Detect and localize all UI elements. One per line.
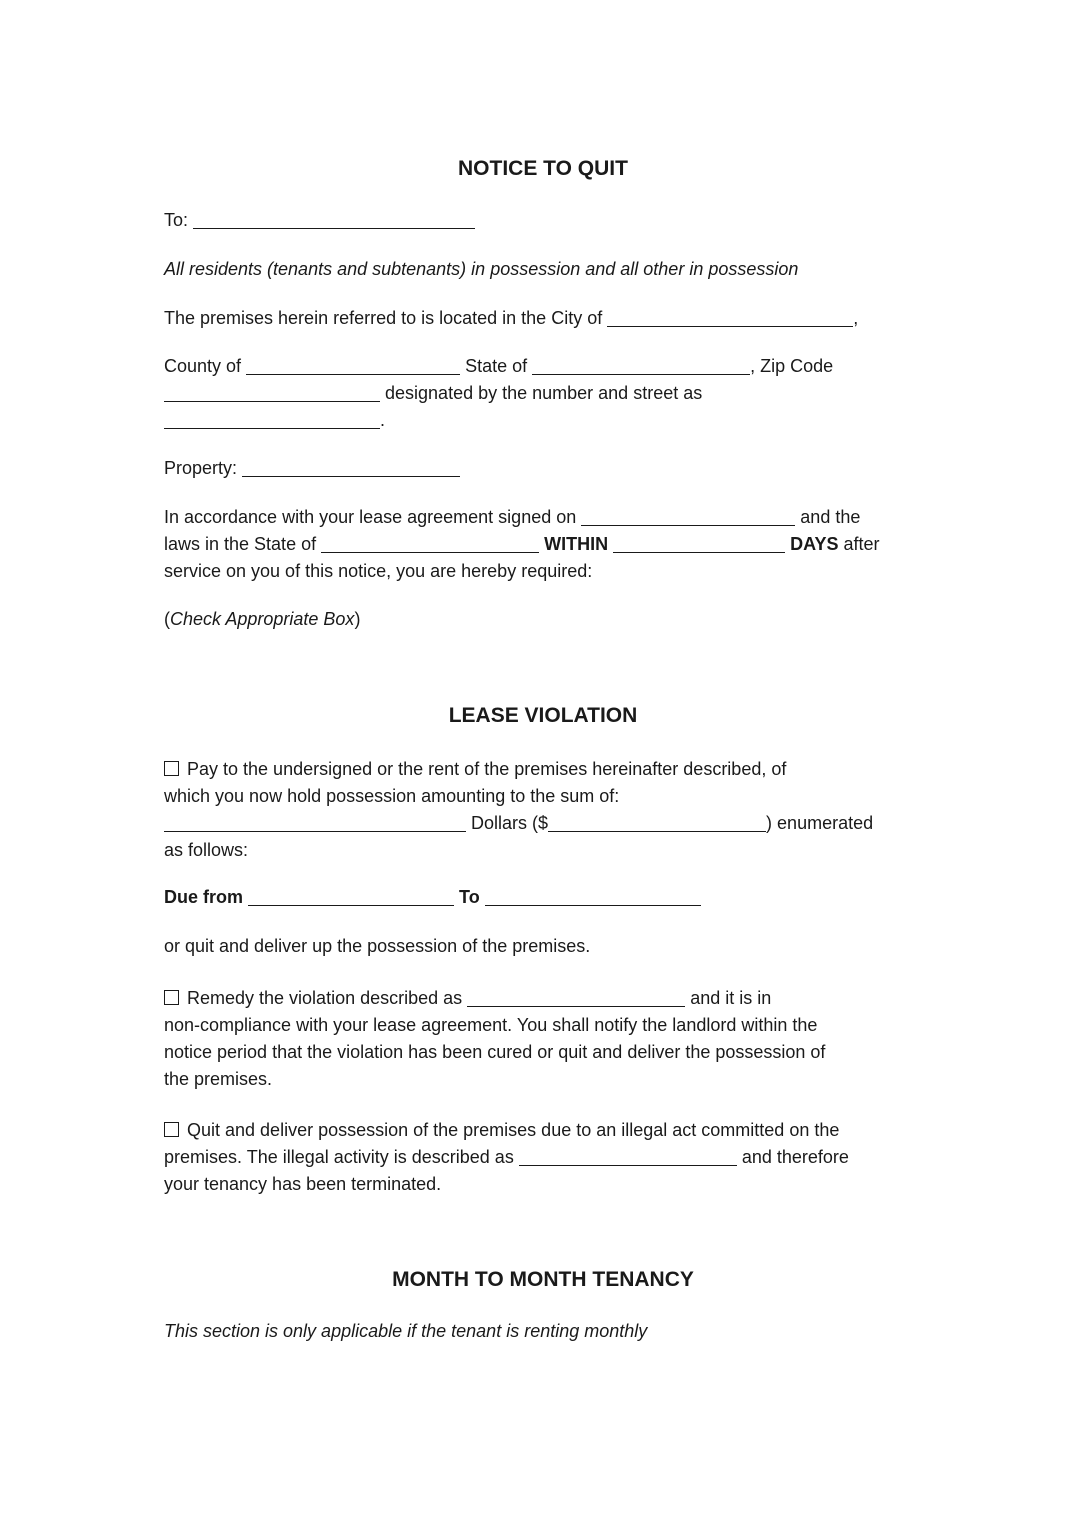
- lease-violation-heading: LEASE VIOLATION: [448, 704, 638, 727]
- remedy-line-4: the premises.: [164, 1069, 273, 1089]
- lease-line: [164, 504, 924, 531]
- city-label: The premises herein referred to is located in the City of: [164, 308, 603, 328]
- dollars-label: Dollars ($: [471, 813, 549, 833]
- illegal-line-3: your tenancy has been terminated.: [164, 1174, 442, 1194]
- document-title: NOTICE TO QUIT: [458, 157, 628, 180]
- street-line: [164, 407, 924, 434]
- days-blank[interactable]: [613, 534, 785, 553]
- county-line: [164, 353, 924, 380]
- zip-label: , Zip Code: [750, 356, 834, 376]
- as-follows-line: as follows:: [164, 840, 249, 860]
- lease-date-blank[interactable]: [581, 507, 795, 526]
- after-text: after: [843, 534, 880, 554]
- remedy-checkbox[interactable]: [164, 990, 179, 1005]
- illegal-text-2: premises. The illegal activity is described as: [164, 1147, 514, 1167]
- days-label: DAYS: [790, 534, 839, 554]
- month-to-month-heading: MONTH TO MONTH TENANCY: [392, 1268, 694, 1291]
- monthly-note: This section is only applicable if the tenant is renting monthly: [164, 1321, 648, 1341]
- due-from-blank[interactable]: [248, 887, 454, 906]
- to-blank[interactable]: [193, 210, 475, 229]
- illegal-blank[interactable]: [519, 1147, 737, 1166]
- pay-checkbox[interactable]: [164, 761, 179, 776]
- zip-line: [164, 380, 924, 407]
- zip-blank[interactable]: [164, 383, 380, 402]
- lease-and-the: and the: [800, 507, 861, 527]
- illegal-text-3: and therefore: [741, 1147, 849, 1167]
- pay-amount-line: [164, 810, 924, 837]
- pay-line-1: [164, 756, 924, 783]
- address-block: [164, 353, 924, 434]
- lease-text: In accordance with your lease agreement signed on: [164, 507, 577, 527]
- remedy-line-2: non-compliance with your lease agreement. You shall notify the landlord within the: [164, 1015, 818, 1035]
- lease-block: [164, 504, 924, 585]
- laws-state-blank[interactable]: [321, 534, 539, 553]
- state-label: State of: [465, 356, 528, 376]
- remedy-line-3: notice period that the violation has been cured or quit and deliver the possession of: [164, 1042, 826, 1062]
- street-period: .: [380, 410, 386, 430]
- illegal-text-1: Quit and deliver possession of the premises due to an illegal act committed on the: [187, 1120, 840, 1140]
- due-to-label: To: [459, 887, 480, 907]
- city-line: [164, 305, 924, 332]
- illegal-line-1: [164, 1117, 924, 1144]
- remedy-option: [164, 985, 924, 1093]
- remedy-text-1: Remedy the violation described as: [187, 988, 463, 1008]
- laws-label: laws in the State of: [164, 534, 317, 554]
- or-quit-line: or quit and deliver up the possession of the premises.: [164, 936, 591, 956]
- city-comma: ,: [853, 308, 859, 328]
- due-line: [164, 884, 924, 911]
- county-label: County of: [164, 356, 242, 376]
- remedy-text-2: and it is in: [690, 988, 772, 1008]
- residents-line: All residents (tenants and subtenants) in possession and all other in possession: [164, 259, 799, 279]
- due-from-label: Due from: [164, 887, 244, 907]
- check-close-paren: ): [354, 609, 361, 629]
- remedy-blank[interactable]: [467, 988, 685, 1007]
- pay-line-2: which you now hold possession amounting to the sum of:: [164, 786, 620, 806]
- designated-text: designated by the number and street as: [385, 383, 703, 403]
- pay-text-1: Pay to the undersigned or the rent of the premises hereinafter described, of: [187, 759, 787, 779]
- state-blank[interactable]: [532, 356, 750, 375]
- illegal-option: [164, 1117, 924, 1198]
- property-label: Property:: [164, 458, 238, 478]
- due-to-blank[interactable]: [485, 887, 701, 906]
- to-line: [164, 207, 924, 234]
- within-label: WITHIN: [544, 534, 609, 554]
- to-label: To:: [164, 210, 189, 230]
- remedy-line-1: [164, 985, 924, 1012]
- county-blank[interactable]: [246, 356, 460, 375]
- pay-option: [164, 756, 924, 864]
- service-line: service on you of this notice, you are hereby required:: [164, 561, 593, 581]
- laws-line: [164, 531, 924, 558]
- illegal-checkbox[interactable]: [164, 1122, 179, 1137]
- property-blank[interactable]: [242, 458, 460, 477]
- check-instruction-text: Check Appropriate Box: [170, 609, 355, 629]
- property-line: [164, 455, 924, 482]
- city-blank[interactable]: [607, 308, 853, 327]
- amount-words-blank[interactable]: [164, 813, 466, 832]
- check-open-paren: (: [164, 609, 170, 629]
- street-blank[interactable]: [164, 410, 380, 429]
- enumerated-label: ) enumerated: [766, 813, 874, 833]
- check-instruction: [164, 606, 924, 633]
- illegal-line-2: [164, 1144, 924, 1171]
- amount-number-blank[interactable]: [548, 813, 766, 832]
